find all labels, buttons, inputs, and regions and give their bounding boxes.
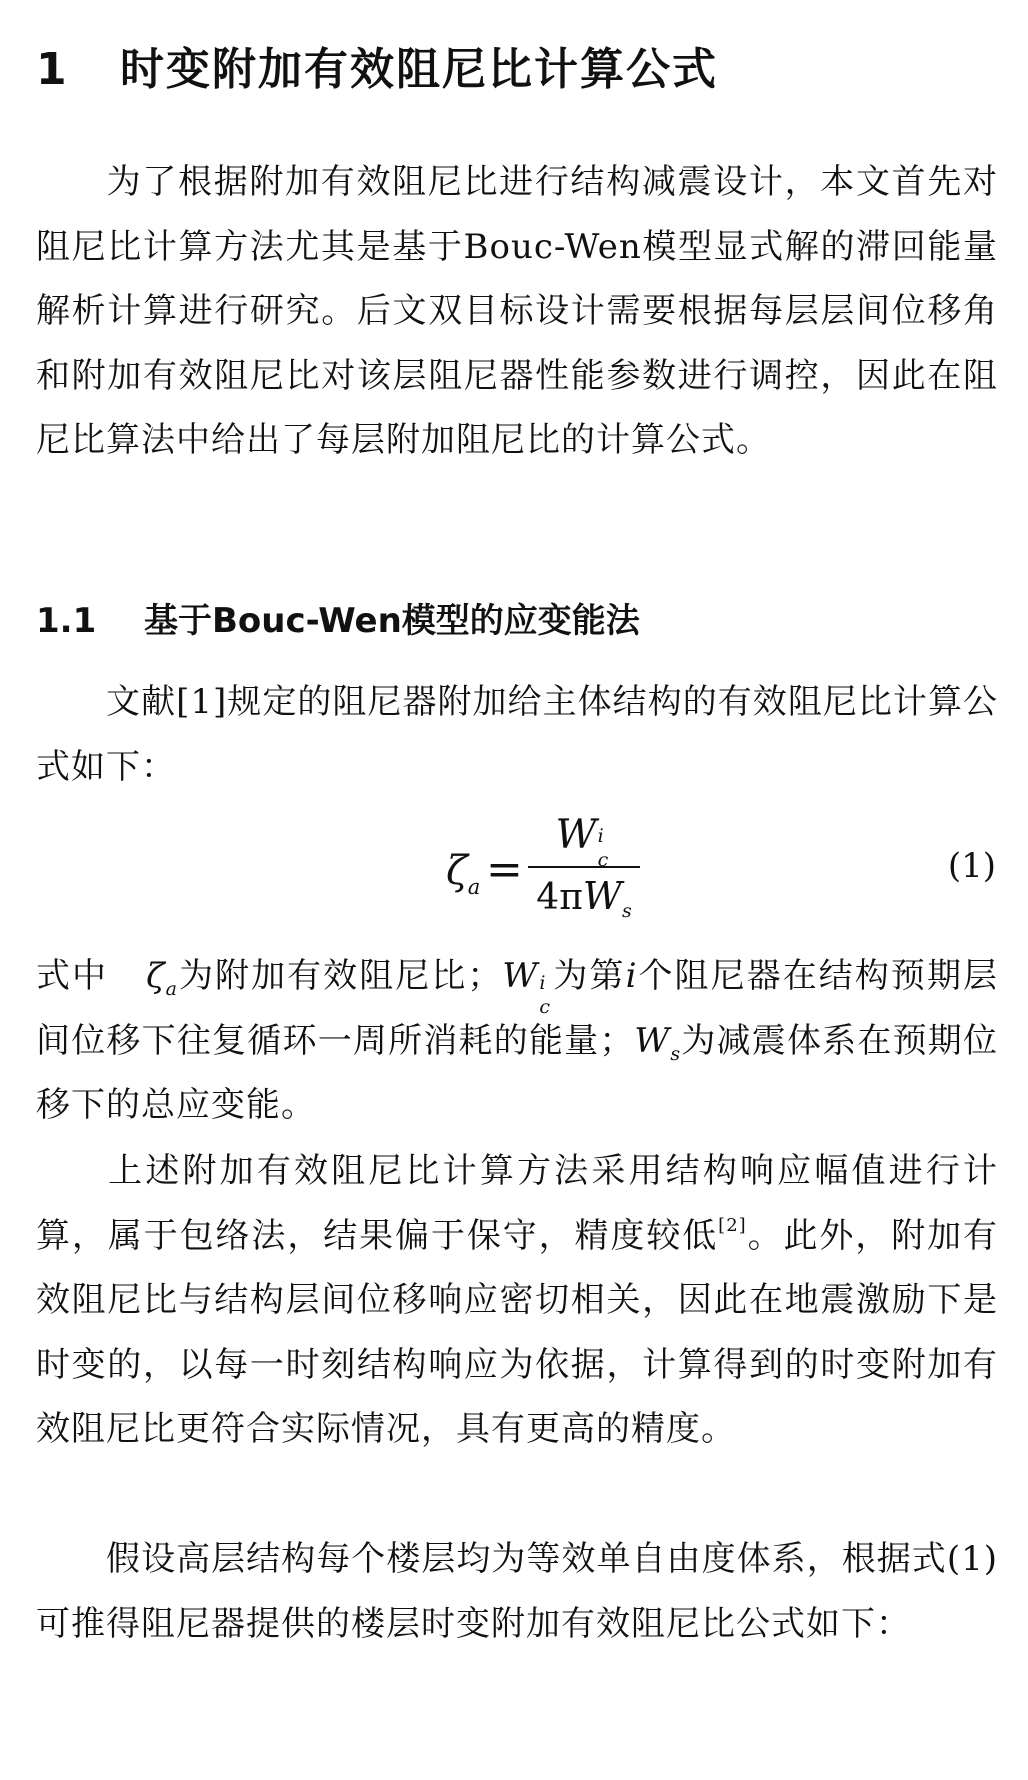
section-title: 时变附加有效阻尼比计算公式 (120, 44, 718, 95)
equation-numerator: W i c (555, 812, 609, 871)
paragraph-where: 式中 $\zeta_a$为附加有效阻尼比；W i c 为第i个阻尼器在结构预期层间位移下往复循环一周所消耗的能量；$W_s$为减震体系在预期位移下的总应变能。 (36, 956, 999, 1125)
section-number: 1 (36, 44, 69, 95)
equation-equals: = (486, 844, 523, 895)
paragraph-intro (36, 150, 998, 473)
paragraph-intro-text: 为了根据附加有效阻尼比进行结构减震设计，本文首先对阻尼比计算方法尤其是基于Bouc-Wen模型显式解的滞回能量解析计算进行研究。后文双目标设计需要根据每层层间位移角和附加有效阻尼比对该层阻尼器性能参数进行调控，因此在阻尼比算法中给出了每层附加阻尼比的计算公式。 (36, 162, 998, 460)
paragraph-reference-text: 文献[1]规定的阻尼器附加给主体结构的有效阻尼比计算公式如下： (36, 682, 998, 787)
paragraph-discussion: 上述附加有效阻尼比计算方法采用结构响应幅值进行计算，属于包络法，结果偏于保守，精度较低[2]。此外，附加有效阻尼比与结构层间位移响应密切相关，因此在地震激励下是时变的，以每一时刻结构响应为依据，计算得到的时变附加有效阻尼比更符合实际情况，具有更高的精度。 (36, 1151, 998, 1449)
fraction-bar (528, 866, 640, 868)
equation-number: (1) (947, 846, 996, 886)
equation-lhs: $\zeta_a$ (446, 848, 481, 899)
subsection-number: 1.1 (36, 601, 97, 641)
section-heading (36, 40, 718, 100)
paragraph-assumption: 假设高层结构每个楼层均为等效单自由度体系，根据式(1)可推得阻尼器提供的楼层时变附加有效阻尼比公式如下： (36, 1539, 998, 1644)
citation-2: [2] (718, 1214, 747, 1236)
equation-denominator: $4\pi W_s$ (536, 874, 632, 922)
equation-1 (36, 810, 998, 930)
subsection-heading (36, 596, 640, 646)
subsection-title: 基于Bouc-Wen模型的应变能法 (144, 601, 640, 641)
equation-fraction (528, 810, 640, 922)
paragraph-reference (36, 670, 998, 799)
